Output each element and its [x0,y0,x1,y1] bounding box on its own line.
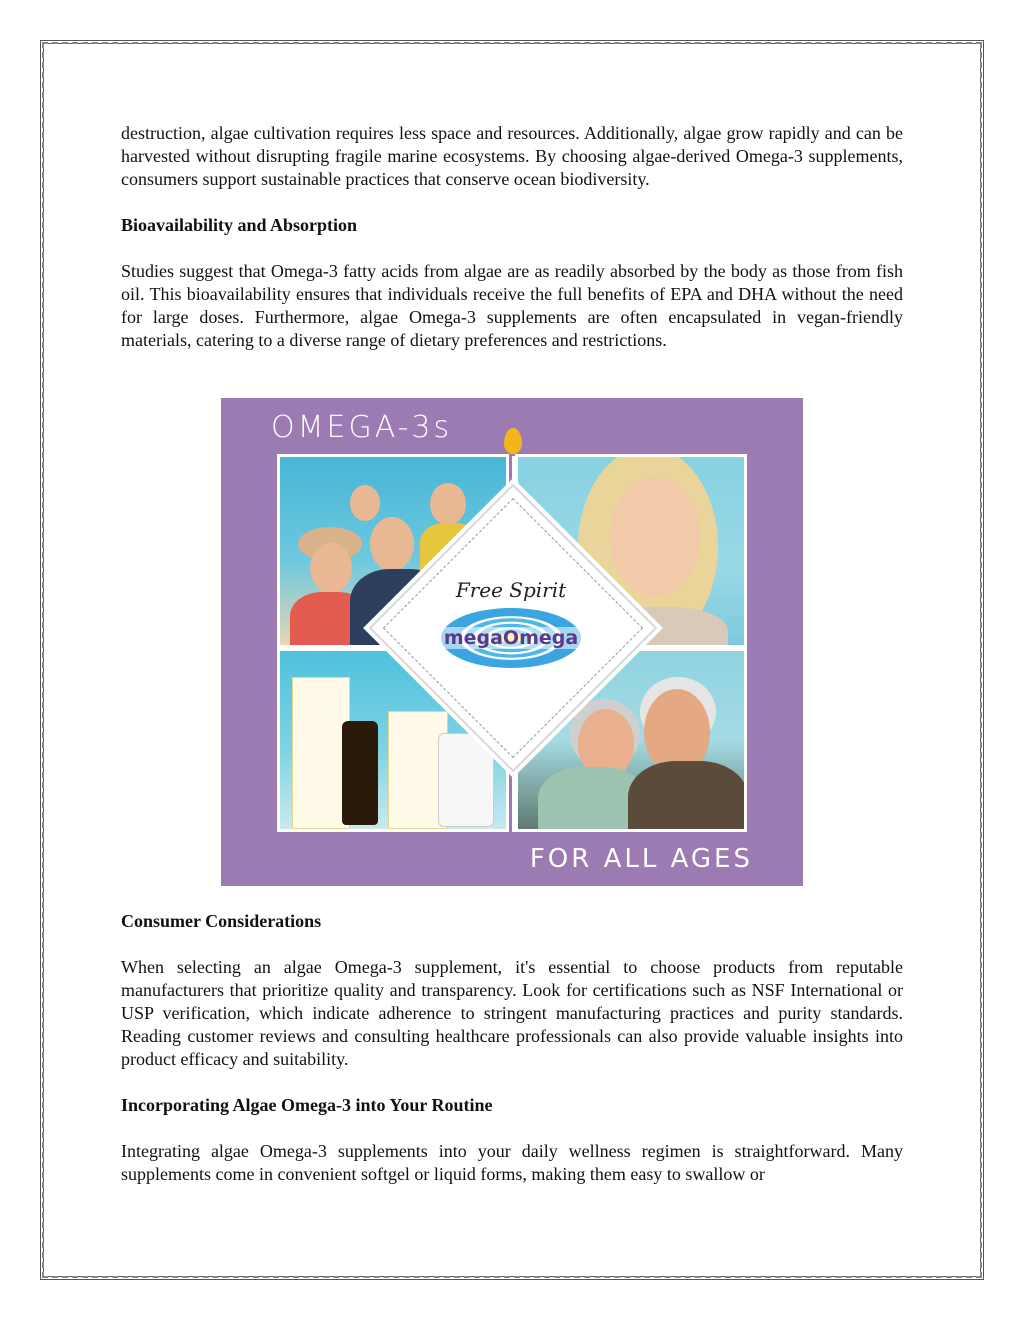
document-body-lower [121,910,903,1186]
paragraph-incorporating: Integrating algae Omega-3 supplements into your daily wellness regimen is straightforward. Many supplements come in convenient softgel or liquid forms, making them easy to swallow or [121,1141,903,1184]
figure-footer: FOR ALL AGES [529,844,753,874]
heading-bioavailability: Bioavailability and Absorption [121,215,358,235]
brand-main-text: megaOmega [440,627,582,649]
brand-logo [411,570,611,680]
figure-title: OMEGA-3s [271,410,453,445]
document-body [121,122,903,352]
brand-top-text: Free Spirit [455,578,567,602]
logo-oval-icon [441,608,581,668]
heading-consumer-considerations: Consumer Considerations [121,911,322,931]
paragraph-bioavailability: Studies suggest that Omega-3 fatty acids from algae are as readily absorbed by the body as those from fish oil. This bioavailability ensures that individuals receive the full benefits of EPA and DHA without the need for large doses. Furthermore, algae Omega-3 supplements are often encapsulated in vegan-friendly materials, catering to a diverse range of dietary preferences and restrictions. [121,261,903,350]
omega-figure [221,398,803,886]
figure-image [221,398,803,886]
oil-drop-icon [504,428,522,454]
heading-incorporating: Incorporating Algae Omega-3 into Your Routine [121,1095,493,1115]
paragraph-algae-cultivation: destruction, algae cultivation requires less space and resources. Additionally, algae grow rapidly and can be harvested without disrupting fragile marine ecosystems. By choosing algae-derived Omega-3 supplements, consumers support sustainable practices that conserve ocean biodiversity. [121,123,903,189]
paragraph-consumer-considerations: When selecting an algae Omega-3 supplement, it's essential to choose products from reputable manufacturers that prioritize quality and transparency. Look for certifications such as NSF International or USP verification, which indicate adherence to stringent manufacturing practices and purity standards. Reading customer reviews and consulting healthcare professionals can also provide valuable insights into product efficacy and suitability. [121,957,903,1069]
